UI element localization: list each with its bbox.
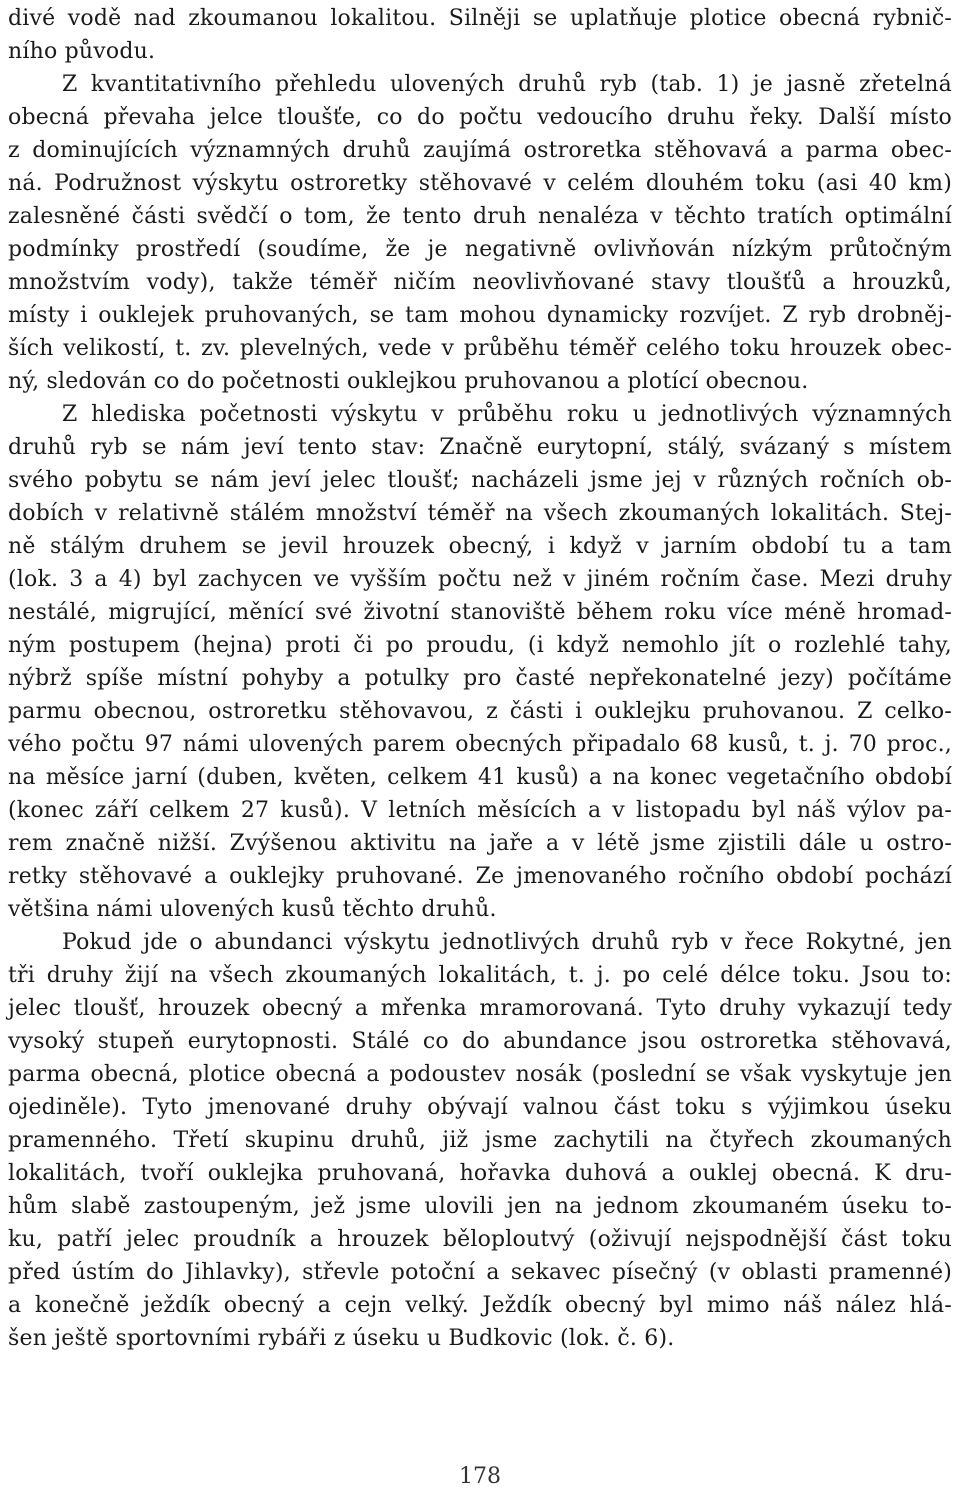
text-line: jelec tloušť, hrouzek obecný a mřenka mramorovaná. Tyto druhy vykazují tedy [8, 996, 952, 1021]
text-line: množstvím vody), takže téměř ničím neovlivňované stavy tloušťů a hrouzků, [8, 270, 952, 295]
text-line: parmu obecnou, ostroretku stěhovavou, z části i ouklejku pruhovanou. Z celko- [8, 699, 952, 724]
text-line: Pokud jde o abundanci výskytu jednotlivých druhů ryb v řece Rokytné, jen [62, 930, 952, 955]
text-line: (lok. 3 a 4) byl zachycen ve vyšším počtu než v jiném ročním čase. Mezi druhy [8, 567, 952, 592]
text-line: ným postupem (hejna) proti či po proudu, (i když nemohlo jít o rozlehlé tahy, [8, 633, 952, 658]
text-line: většina námi ulovených kusů těchto druhů. [8, 897, 497, 922]
text-line: nýbrž spíše místní pohyby a potulky pro časté nepřekonatelné jezy) počítáme [8, 666, 952, 691]
text-line: ojediněle). Tyto jmenované druhy obývají valnou část toku s výjimkou úseku [8, 1095, 952, 1120]
text-line: parma obecná, plotice obecná a podoustev nosák (poslední se však vyskytuje jen [8, 1062, 952, 1087]
text-line: ná. Podružnost výskytu ostroretky stěhovavé v celém dlouhém toku (asi 40 km) [8, 171, 952, 196]
text-line: vysoký stupeň eurytopnosti. Stálé co do abundance jsou ostroretka stěhovavá, [8, 1029, 952, 1054]
text-line: nestálé, migrující, měnící své životní stanoviště během roku více méně hromad- [8, 600, 952, 625]
text-line: ších velikostí, t. zv. plevelných, vede v průběhu téměř celého toku hrouzek obec- [8, 336, 952, 361]
text-line: z dominujících významných druhů zaujímá ostroretka stěhovavá a parma obec- [8, 138, 952, 163]
text-line: tři druhy žijí na všech zkoumaných lokalitách, t. j. po celé délce toku. Jsou to: [8, 963, 952, 988]
text-line: (konec září celkem 27 kusů). V letních měsících a v listopadu byl náš výlov pa- [8, 798, 952, 823]
text-line: na měsíce jarní (duben, květen, celkem 41 kusů) a na konec vegetačního období [8, 765, 952, 790]
document-page [8, 0, 958, 1504]
text-line: lokalitách, tvoří ouklejka pruhovaná, hořavka duhová a ouklej obecná. K dru- [8, 1161, 952, 1186]
text-line: retky stěhovavé a ouklejky pruhované. Ze jmenovaného ročního období pochází [8, 864, 952, 889]
text-line: rem značně nižší. Zvýšenou aktivitu na jaře a v létě jsme zjistili dále u ostro- [8, 831, 952, 856]
text-line: místy i ouklejek pruhovaných, se tam mohou dynamicky rozvíjet. Z ryb drobněj- [8, 303, 952, 328]
page-number: 178 [459, 1464, 501, 1489]
text-line: obecná převaha jelce tloušťe, co do počtu vedoucího druhu řeky. Další místo [8, 105, 952, 130]
text-line: druhů ryb se nám jeví tento stav: Značně eurytopní, stálý, svázaný s místem [8, 435, 952, 460]
text-line: pramenného. Třetí skupinu druhů, již jsme zachytili na čtyřech zkoumaných [8, 1128, 952, 1153]
text-line: ně stálým druhem se jevil hrouzek obecný, i když v jarním období tu a tam [8, 534, 952, 559]
text-line: svého pobytu se nám jeví jelec tloušť; nacházeli jsme jej v různých ročních ob- [8, 468, 952, 493]
text-line: podmínky prostředí (soudíme, že je negativně ovlivňován nízkým průtočným [8, 237, 952, 262]
text-line: Z kvantitativního přehledu ulovených druhů ryb (tab. 1) je jasně zřetelná [62, 72, 952, 97]
text-line: vého počtu 97 námi ulovených parem obecných připadalo 68 kusů, t. j. 70 proc., [8, 732, 952, 757]
text-line: divé vodě nad zkoumanou lokalitou. Silněji se uplatňuje plotice obecná rybnič- [8, 6, 952, 31]
text-line: hům slabě zastoupeným, jež jsme ulovili jen na jednom zkoumaném úseku to- [8, 1194, 952, 1219]
text-line: před ústím do Jihlavky), střevle potoční a sekavec písečný (v oblasti pramenné) [8, 1260, 952, 1285]
text-line: šen ještě sportovními rybáři z úseku u Budkovic (lok. č. 6). [8, 1326, 675, 1351]
text-line: ku, patří jelec proudník a hrouzek běloploutvý (oživují nejspodnější část toku [8, 1227, 952, 1252]
text-line: Z hlediska početnosti výskytu v průběhu roku u jednotlivých významných [62, 402, 952, 427]
text-line: ný, sledován co do početnosti ouklejkou pruhovanou a plotící obecnou. [8, 369, 809, 394]
text-line: zalesněné části svědčí o tom, že tento druh nenaléza v těchto tratích optimální [8, 204, 952, 229]
text-line: dobích v relativně stálém množství téměř na všech zkoumaných lokalitách. Stej- [8, 501, 952, 526]
text-line: a konečně ježdík obecný a cejn velký. Ježdík obecný byl mimo náš nález hlá- [8, 1293, 952, 1318]
text-line: ního původu. [8, 39, 156, 64]
